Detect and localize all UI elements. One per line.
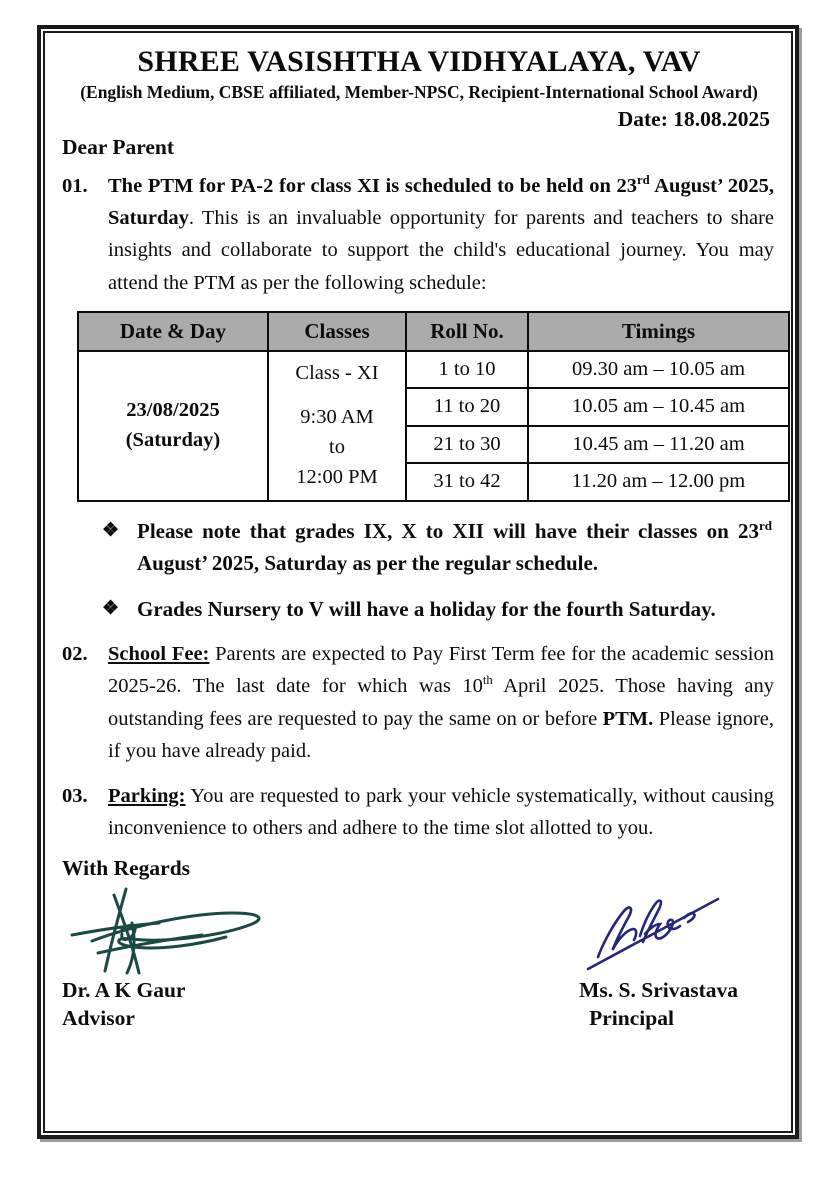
item-lead: The PTM for PA-2 for class XI is scheduled to be held on 23: [108, 175, 638, 197]
notice-item-03: [62, 780, 776, 844]
diamond-bullet-icon: ❖: [102, 519, 120, 541]
closing-regards: With Regards: [62, 856, 191, 881]
classes-cell: [268, 351, 406, 501]
page-border-outer: [37, 25, 799, 1139]
signatory-names-row: [62, 977, 776, 1033]
ptm-day: (Saturday): [125, 428, 221, 451]
header-roll-no: Roll No.: [406, 312, 528, 351]
class-start-time: 9:30 AM: [300, 406, 374, 429]
note-text-pre: Grades Nursery to V will have a holiday for the fourth Saturday.: [137, 596, 716, 621]
ordinal-superscript: rd: [637, 173, 650, 188]
ordinal-superscript: rd: [758, 517, 772, 533]
principal-role: Principal: [589, 1006, 674, 1031]
notice-item-01: [62, 170, 776, 299]
class-to-label: to: [329, 436, 345, 459]
item-text: [108, 170, 776, 299]
roll-cell: 1 to 10: [406, 351, 528, 388]
notice-item-02: [62, 638, 776, 767]
parking-heading: Parking:: [108, 784, 186, 807]
principal-block: [579, 977, 738, 1033]
notice-date: Date: 18.08.2025: [617, 107, 770, 131]
school-title: SHREE VASISHTHA VIDHYALAYA, VAV: [137, 45, 701, 78]
item-body-text: You are requested to park your vehicle systematically, without causing inconvenience to others and adhere to the time slot allotted to you.: [108, 784, 774, 840]
item-body-text: April 2025. Those having any outstanding fees are requested to pay the same on or before: [108, 675, 775, 730]
note-holiday: [102, 593, 772, 626]
class-label: Class - XI: [295, 361, 379, 384]
diamond-bullet-icon: ❖: [102, 597, 120, 619]
date-day-cell: [78, 351, 268, 501]
signature-row: [62, 883, 776, 975]
item-number: 02.: [62, 643, 88, 666]
advisor-name: Dr. A K Gaur: [62, 978, 186, 1003]
header-date-day: Date & Day: [78, 312, 268, 351]
timing-cell: 11.20 am – 12.00 pm: [528, 463, 789, 500]
table-row: [78, 351, 789, 388]
header-classes: Classes: [268, 312, 406, 351]
item-lead-cont: August’ 2025, Saturday: [108, 175, 774, 230]
item-text: [108, 638, 776, 767]
ptm-emphasis: PTM.: [602, 707, 654, 730]
note-text: [137, 593, 772, 626]
school-subtitle: (English Medium, CBSE affiliated, Member-NPSC, Recipient-International School Award): [80, 82, 758, 102]
page-border-inner: [43, 31, 793, 1133]
item-body-text: Parents are expected to Pay First Term fee for the academic session 2025-26. The last date for which was 10: [108, 643, 774, 698]
item-number: 01.: [62, 175, 88, 197]
item-body-text: Please ignore, if you have already paid.: [108, 707, 775, 762]
roll-cell: 11 to 20: [406, 388, 528, 425]
roll-cell: 21 to 30: [406, 426, 528, 463]
item-body-text: . This is an invaluable opportunity for parents and teachers to share insights and collaborate to support the child's educational journey. You may attend the PTM as per the following schedule:: [108, 207, 774, 294]
ordinal-superscript: th: [482, 673, 493, 688]
principal-signature-image: [578, 885, 728, 975]
table-header-row: [78, 312, 789, 351]
principal-name: Ms. S. Srivastava: [579, 978, 738, 1003]
timing-cell: 10.45 am – 11.20 am: [528, 426, 789, 463]
schedule-table: [77, 311, 790, 502]
note-regular-classes: [102, 515, 772, 580]
note-text-post: August’ 2025, Saturday as per the regular schedule.: [137, 551, 599, 576]
class-end-time: 12:00 PM: [296, 465, 378, 488]
advisor-role: Advisor: [62, 1006, 135, 1031]
header-timings: Timings: [528, 312, 789, 351]
note-text: [137, 515, 772, 580]
salutation: Dear Parent: [62, 135, 175, 159]
timing-cell: 09.30 am – 10.05 am: [528, 351, 789, 388]
roll-cell: 31 to 42: [406, 463, 528, 500]
advisor-block: [62, 977, 185, 1033]
item-text: [108, 780, 776, 844]
school-fee-heading: School Fee:: [108, 643, 210, 666]
advisor-signature-image: [64, 885, 274, 975]
note-text-pre: Please note that grades IX, X to XII will have their classes on 23: [137, 518, 759, 543]
item-number: 03.: [62, 784, 88, 807]
timing-cell: 10.05 am – 10.45 am: [528, 388, 789, 425]
ptm-date: 23/08/2025: [126, 398, 220, 421]
